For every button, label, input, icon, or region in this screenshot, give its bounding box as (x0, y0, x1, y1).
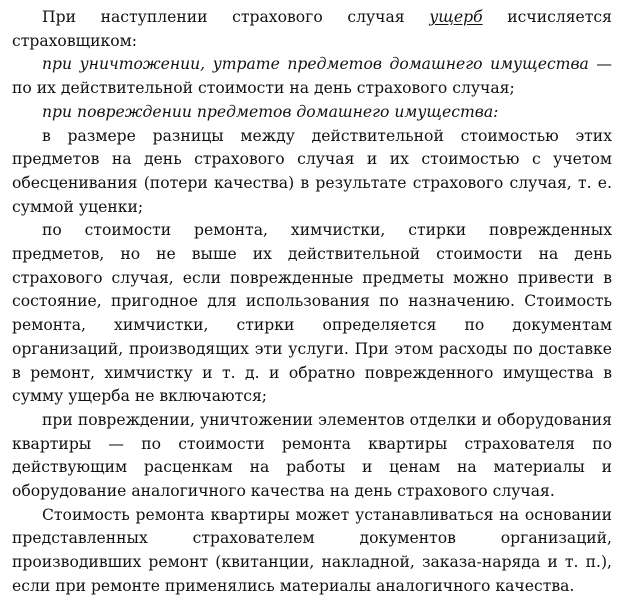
text-segment: по стоимости ремонта, химчистки, стирки поврежденных предметов, но не выше их действительной стоимости на день страхового случая, если поврежденные предметы можно привести в состояние, пригодное для использования по назначению. Стоимость ремонта, химчистки, стирки определяется по документам организаций, производящих эти услуги. При этом расходы по доставке в ремонт, химчистку и т. д. и обратно поврежденного имущества в сумму ущерба не включаются; (12, 221, 612, 406)
paragraph-damage-heading (12, 101, 612, 125)
paragraph-apartment-finishing (12, 409, 612, 504)
paragraph-destruction-loss (12, 53, 612, 100)
paragraph-repair-cost (12, 219, 612, 409)
text-segment: в размере разницы между действительной стоимостью этих предметов на день страхового случая и их стоимостью с учетом обесценивания (потери качества) в результате страхового случая, т. е. суммой уценки; (12, 126, 612, 216)
text-segment: исчисляется страховщиком: (12, 8, 612, 50)
text-segment: При наступлении страхового случая (42, 8, 430, 26)
paragraph-damage-calculation (12, 6, 612, 53)
term-destruction-loss: при уничтожении, утрате предметов домашнего имущества (42, 55, 589, 74)
text-segment: Стоимость ремонта квартиры может устанавливаться на основании представленных страхователем документов организаций, производивших ремонт (квитанции, накладной, заказа-наряда и т. п.), если при ремонте применялись материалы аналогичного качества. (12, 505, 612, 595)
term-damage: ущерб (429, 8, 483, 26)
text-segment: — по их действительной стоимости на день страхового случая; (12, 55, 612, 98)
document-page (12, 6, 612, 599)
paragraph-value-difference (12, 125, 612, 220)
term-damage-of-property: при повреждении предметов домашнего имущества: (42, 102, 499, 121)
text-segment: при повреждении, уничтожении элементов отделки и оборудования квартиры — по стоимости ремонта квартиры страхователя по действующим расценкам на работы и ценам на материалы и оборудование аналогичного качества на день страхового случая. (12, 410, 612, 501)
paragraph-repair-documents (12, 504, 612, 599)
